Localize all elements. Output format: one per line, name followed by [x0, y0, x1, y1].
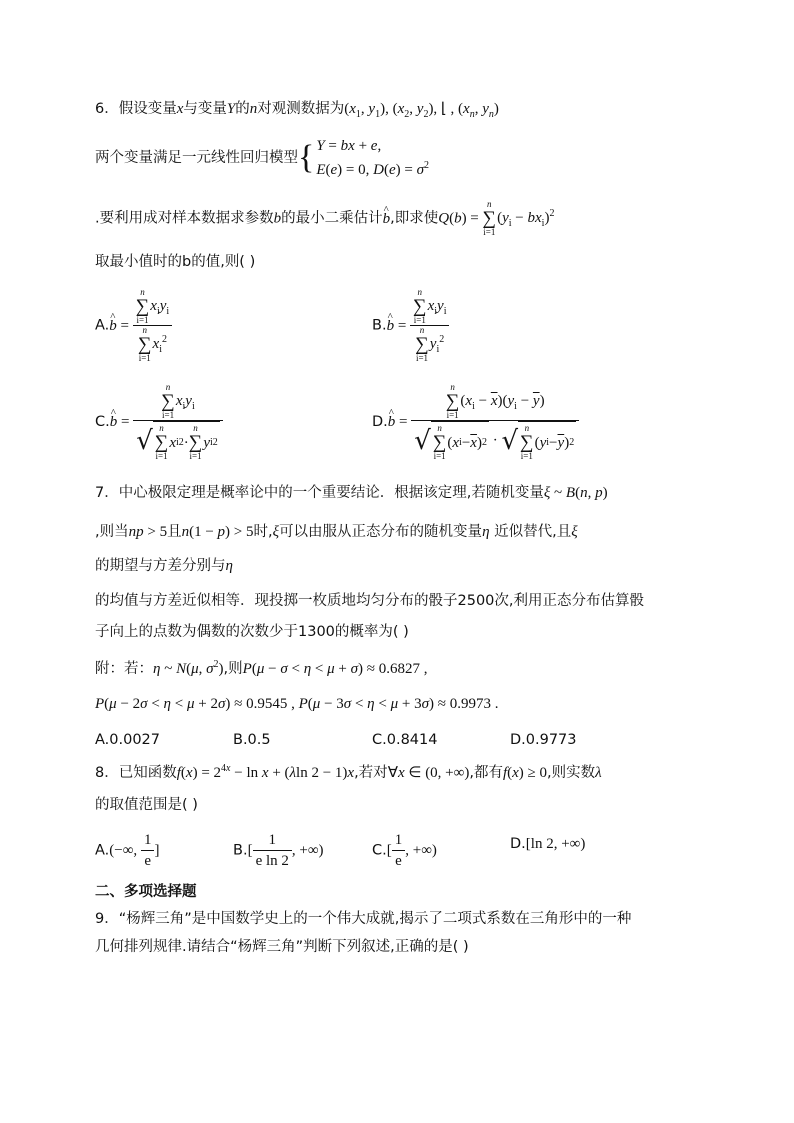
- q7-line6: 附：若：η ~ N(μ, $\sigma^2$),则P(μ − σ < η < μ + σ) ≈ 0.6827 ,: [95, 659, 428, 677]
- q7-option-d: D.0.9773: [510, 732, 577, 748]
- q7-line4: 的均值与方差近似相等．现投掷一枚质地均匀分布的骰子2500次,利用正态分布估算骰: [95, 593, 645, 609]
- q6-line2: 两个变量满足一元线性回归模型{ Y = bx + e, E(e) = 0, $D(e) = \sigma^2$: [95, 138, 430, 178]
- q7-option-c: C.0.8414: [372, 732, 438, 748]
- q8-option-d: D.[ln 2, +∞): [510, 836, 586, 852]
- q8-line1: 8．已知函数$f(x) = 2^{4x} - \ln x + (\lambda\ln$ 2 − 1)x,若对∀x ∈ (0, +∞),都有f(x) ≥ 0,则实数λ: [95, 763, 602, 781]
- q7-line3: 的期望与方差分别与η: [95, 558, 233, 574]
- q7-line5: 子向上的点数为偶数的次数少于1300的概率为( ): [95, 624, 409, 640]
- q7-option-a: A.0.0027: [95, 732, 161, 748]
- q6-option-a: A.^ b = n ∑ i=1 $x_iy_i$ n ∑ i=1 $x_i^2$: [95, 288, 172, 363]
- q6-line3: .要利用成对样本数据求参数b的最小二乘估计^ b,即求使Q(b) = n ∑ i=1 $(y_i - bx_i)^2$: [95, 200, 554, 237]
- q9-line2: 几何排列规律.请结合“杨辉三角”判断下列叙述,正确的是( ): [95, 939, 469, 955]
- q7-line7: P(μ − 2σ < η < μ + 2σ) ≈ 0.9545 , P(μ − 3σ < η < μ + 3σ) ≈ 0.9973 .: [95, 696, 499, 712]
- q6-option-b: B.^ b = n ∑ i=1 $x_iy_i$ n ∑ i=1 $y_i^2$: [372, 288, 449, 363]
- q6-option-c: C.^ b = n ∑ i=1 $x_iy_i$ √ n ∑ i=1 x i 2 · n ∑ i=1 y i 2: [95, 383, 223, 461]
- q8-option-b: B.[ $\frac{1}{\text{e ln 2}}$ , +∞): [233, 832, 324, 869]
- q6-line1: 6．假设变量x与变量Y的n对观测数据为($x_1$, $y_1$), ($x_2$, $y_2$), ⌊ , ($x_n$, $y_n$): [95, 101, 499, 120]
- q8-option-c: C.[ $\frac{1}{e}$ , +∞): [372, 832, 437, 869]
- q6-option-d: D.^ b = n ∑ i=1 $(x_i - \overline{x})(y_i - \overline{y})$ √ n ∑ i=1 ( x i − $\overline{x}$ ) 2 · √ n ∑ i=1 ( y i − $\overline{y}$ ) 2: [372, 383, 579, 461]
- q9-line1: 9．“杨辉三角”是中国数学史上的一个伟大成就,揭示了二项式系数在三角形中的一种: [95, 911, 632, 927]
- q7-line2: ,则当np > 5且n(1 − p) > 5时,ξ可以由服从正态分布的随机变量η 近似替代,且ξ: [95, 524, 578, 540]
- q6-line4: 取最小值时的b的值,则( ): [95, 254, 256, 270]
- section-title: 二、多项选择题: [95, 884, 197, 900]
- q8-line2: 的取值范围是( ): [95, 797, 198, 813]
- q8-option-a: A.(−∞, $\frac{1}{e}$ ]: [95, 832, 160, 869]
- q7-line1: 7．中心极限定理是概率论中的一个重要结论．根据该定理,若随机变量ξ ~ B(n, p): [95, 485, 608, 501]
- q7-option-b: B.0.5: [233, 732, 271, 748]
